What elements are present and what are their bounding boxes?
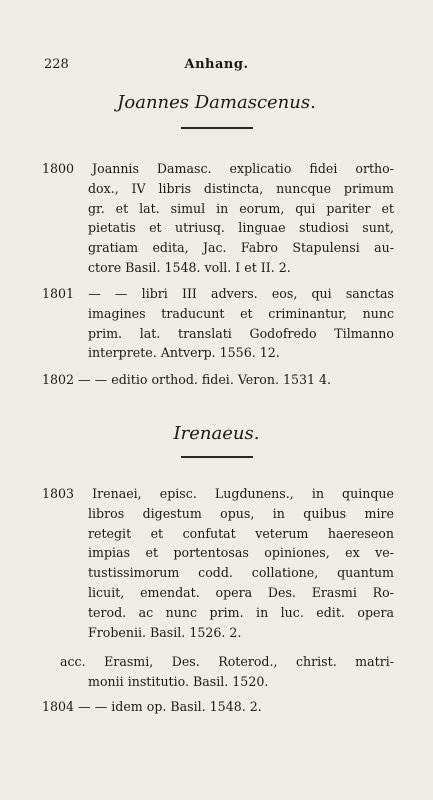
entry-line: acc. Erasmi, Des. Roterod., christ. matri- — [60, 654, 394, 669]
bibliography-entry-1800 — [42, 159, 394, 278]
entry-line: monii institutio. Basil. 1520. — [88, 673, 269, 689]
bibliography-entry-1802 — [42, 370, 394, 390]
entry-line: 1802 — — editio orthod. fidei. Veron. 1531 4. — [42, 372, 332, 387]
entry-line: gratiam edita, Jac. Fabro Stapulensi au- — [88, 240, 394, 256]
entry-line: 1804 — — idem op. Basil. 1548. 2. — [42, 699, 262, 714]
bibliography-entry-1804 — [42, 697, 394, 717]
entry-line: Frobenii. Basil. 1526. 2. — [88, 624, 242, 640]
entry-line: prim. lat. translati Godofredo Tilmanno — [88, 325, 394, 341]
section-divider — [181, 456, 253, 458]
bibliography-entry-1801 — [42, 284, 394, 363]
entry-line: interprete. Antverp. 1556. 12. — [88, 345, 280, 361]
entry-line: imagines traducunt et criminantur, nunc — [88, 305, 394, 321]
entry-line: retegit et confutat veterum haereseon — [88, 525, 394, 541]
running-head: Anhang. — [184, 57, 249, 72]
entry-line: licuit, emendat. opera Des. Erasmi Ro- — [88, 584, 394, 600]
entry-line: terod. ac nunc prim. in luc. edit. opera — [88, 604, 394, 620]
section-title-irenaeus: Irenaeus. — [173, 423, 260, 444]
bibliography-entry-1803 — [42, 484, 394, 642]
entry-line: impias et portentosas opiniones, ex ve- — [88, 545, 394, 561]
section-divider — [181, 127, 253, 129]
section-title-joannes-damascenus: Joannes Damascenus. — [117, 92, 316, 113]
entry-line: libros digestum opus, in quibus mire — [88, 505, 394, 521]
bibliography-entry-accessory — [60, 652, 394, 692]
entry-line: pietatis et utriusq. linguae studiosi sunt, — [88, 220, 394, 236]
page-number: 228 — [44, 57, 69, 72]
entry-line: dox., IV libris distincta, nuncque primum — [88, 180, 394, 196]
entry-line: tustissimorum codd. collatione, quantum — [88, 565, 394, 581]
page-header — [0, 57, 433, 77]
entry-line: 1800 Joannis Damasc. explicatio fidei ortho- — [42, 161, 394, 176]
entry-line: gr. et lat. simul in eorum, qui pariter et — [88, 200, 394, 216]
entry-line: 1803 Irenaei, episc. Lugdunens., in quinque — [42, 486, 394, 501]
entry-line: ctore Basil. 1548. voll. I et II. 2. — [88, 259, 291, 275]
entry-line: 1801 — — libri III advers. eos, qui sanctas — [42, 286, 394, 301]
